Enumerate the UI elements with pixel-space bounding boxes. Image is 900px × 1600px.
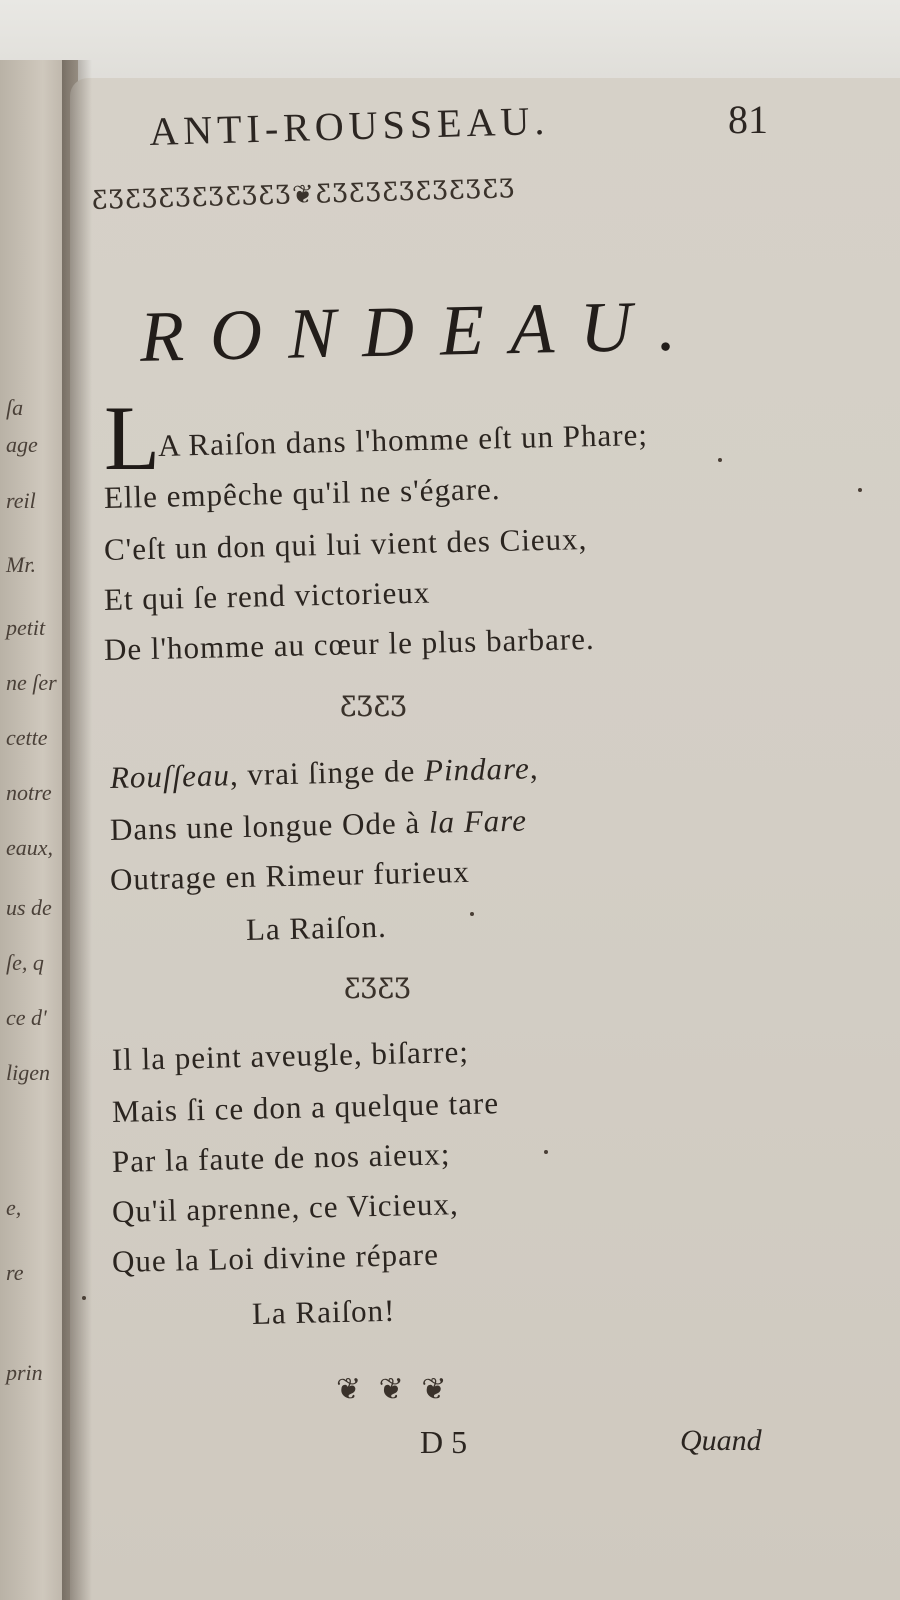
verse-line: Que la Loi divine répare bbox=[111, 1236, 440, 1279]
tailpiece-ornament: ❦ ❦ ❦ bbox=[336, 1372, 451, 1407]
name-pindare: Pindare bbox=[423, 750, 531, 788]
verse-line: Il la peint aveugle, biſarre; bbox=[111, 1033, 470, 1077]
verse-line: Et qui ſe rend victorieux bbox=[103, 574, 431, 617]
facing-page-fragment: reil bbox=[6, 488, 36, 513]
facing-page-fragment: ſa bbox=[6, 395, 24, 420]
paper-speck bbox=[470, 912, 474, 916]
facing-page-fragment: Mr. bbox=[6, 552, 36, 577]
facing-page-fragment: prin bbox=[6, 1360, 43, 1385]
facing-page-fragment: petit bbox=[6, 615, 46, 640]
facing-page-fragment: ne ſer bbox=[6, 670, 57, 695]
paper-speck bbox=[858, 488, 862, 492]
paper-speck bbox=[718, 458, 722, 462]
page-number: 81 bbox=[728, 97, 768, 142]
verse-line: Mais ſi ce don a quelque tare bbox=[111, 1085, 500, 1129]
facing-page-fragment: ligen bbox=[6, 1060, 50, 1085]
paper-speck bbox=[82, 1296, 86, 1300]
facing-page-fragment: notre bbox=[6, 780, 52, 805]
signature-mark: D 5 bbox=[420, 1424, 468, 1460]
facing-page-fragment: e, bbox=[6, 1195, 22, 1220]
paper-speck bbox=[544, 1150, 548, 1154]
facing-page-fragment: ce d' bbox=[6, 1005, 47, 1030]
page-gutter-shadow bbox=[62, 60, 92, 1600]
verse-line: A Raiſon dans l'homme eſt un Phare; bbox=[157, 416, 649, 463]
verse-line: Par la faute de nos aieux; bbox=[111, 1136, 451, 1179]
verse-line: C'eſt un don qui lui vient des Cieux, bbox=[103, 521, 588, 567]
headpiece-ornament: ƸƷƸƷƸƷƸƷƸƷƸƷ❦ƸƷƸƷƸƷƸƷƸƷƸƷ bbox=[91, 174, 517, 216]
verse-line: Elle empêche qu'il ne s'égare. bbox=[103, 471, 501, 515]
catchword: Quand bbox=[680, 1424, 762, 1457]
name-rousseau: Rouſſeau bbox=[109, 757, 231, 795]
facing-page-fragment: re bbox=[6, 1260, 24, 1285]
verse-line: Outrage en Rimeur furieux bbox=[109, 853, 471, 897]
verse-text: , bbox=[529, 750, 539, 786]
verse-line: De l'homme au cœur le plus barbare. bbox=[103, 620, 596, 667]
name-la-fare: la Fare bbox=[428, 802, 528, 840]
divider-ornament: ƸƷƸƷ bbox=[340, 690, 408, 723]
divider-ornament: ƸƷƸƷ bbox=[344, 972, 412, 1005]
verse-line: Qu'il aprenne, ce Vicieux, bbox=[111, 1186, 460, 1229]
verse-text: , vrai ſinge de bbox=[229, 752, 425, 793]
drop-cap: L bbox=[104, 387, 161, 489]
verse-text: Dans une longue Ode à bbox=[109, 804, 430, 847]
facing-page-fragment: ſe, q bbox=[6, 950, 44, 975]
facing-page-fragment: age bbox=[6, 432, 38, 457]
facing-page-fragment: us de bbox=[6, 895, 52, 920]
refrain-line: La Raiſon! bbox=[251, 1292, 396, 1331]
facing-page-fragment: eaux, bbox=[6, 835, 54, 860]
facing-page-fragment: cette bbox=[6, 725, 48, 750]
refrain-line: La Raiſon. bbox=[245, 908, 388, 947]
poem-title: RONDEAU. bbox=[139, 285, 703, 377]
running-head: ANTI-ROUSSEAU. bbox=[148, 97, 550, 155]
